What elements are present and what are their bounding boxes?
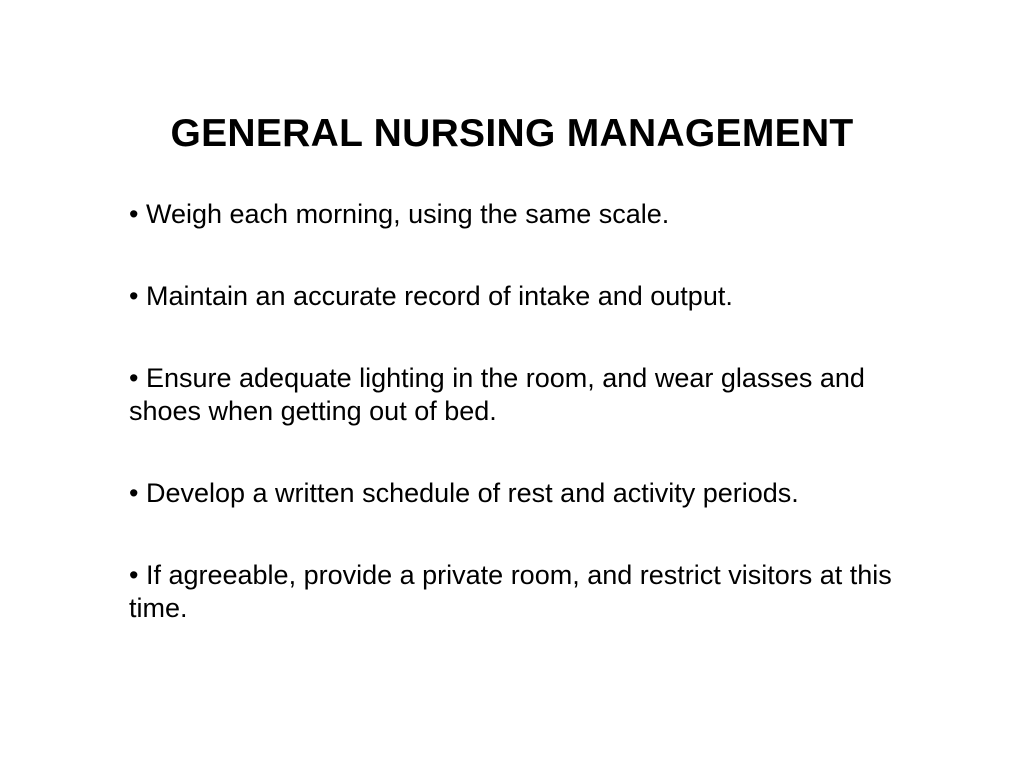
bullet-list — [129, 198, 929, 625]
bullet-item-weigh — [129, 198, 929, 231]
bullet-marker: • — [129, 560, 139, 590]
bullet-text: Develop a written schedule of rest and activity periods. — [145, 478, 799, 508]
bullet-text: Ensure adequate lighting in the room, and wear glasses and shoes when getting out of bed. — [129, 363, 865, 426]
bullet-marker: • — [129, 363, 139, 393]
bullet-marker: • — [129, 199, 139, 229]
bullet-item-private-room — [129, 559, 929, 625]
bullet-item-schedule — [129, 477, 929, 510]
bullet-text: Maintain an accurate record of intake and output. — [145, 281, 733, 311]
slide-title: GENERAL NURSING MANAGEMENT — [170, 112, 854, 155]
bullet-marker: • — [129, 478, 139, 508]
bullet-item-intake-output — [129, 280, 929, 313]
bullet-item-lighting — [129, 362, 929, 428]
bullet-text: Weigh each morning, using the same scale. — [145, 199, 670, 229]
bullet-marker: • — [129, 281, 139, 311]
bullet-text: If agreeable, provide a private room, and restrict visitors at this time. — [129, 560, 892, 623]
